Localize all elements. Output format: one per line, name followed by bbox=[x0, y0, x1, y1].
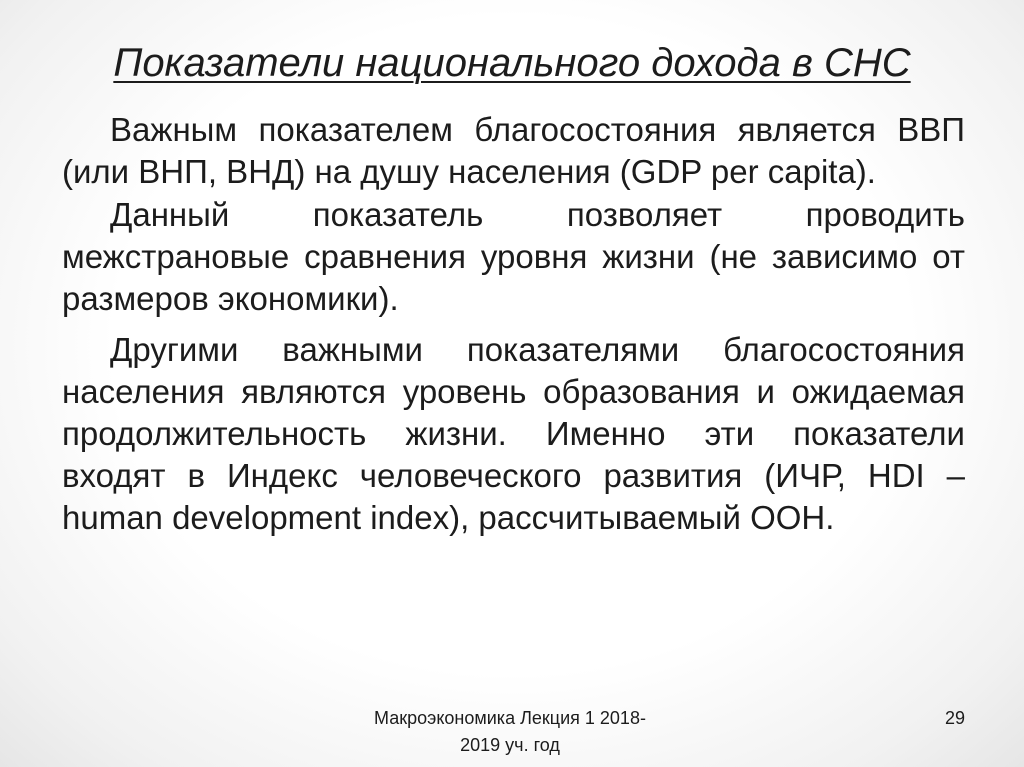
paragraph-line: населения являются уровень образования и ожидаемая bbox=[62, 373, 965, 410]
slide-footer bbox=[330, 705, 690, 759]
paragraph-line: Другими важными показателями благосостояния bbox=[110, 331, 965, 368]
footer-line: 2019 уч. год bbox=[460, 735, 560, 755]
page-number: 29 bbox=[944, 708, 966, 728]
paragraph-line: входят в Индекс человеческого развития (ИЧР, HDI – bbox=[62, 457, 965, 494]
paragraph-line: (или ВНП, ВНД) на душу населения (GDP per capita). bbox=[62, 153, 876, 190]
footer-line: Макроэкономика Лекция 1 2018- bbox=[374, 708, 646, 728]
paragraph-cross-country-comparison bbox=[62, 194, 965, 320]
paragraph-hdi bbox=[62, 329, 965, 539]
paragraph-gdp-per-capita bbox=[62, 109, 965, 193]
paragraph-line: размеров экономики). bbox=[62, 280, 399, 317]
paragraph-line: Важным показателем благосостояния является ВВП bbox=[110, 111, 965, 148]
paragraph-line: межстрановые сравнения уровня жизни (не зависимо от bbox=[62, 238, 965, 275]
slide-title: Показатели национального дохода в СНС bbox=[113, 41, 911, 85]
paragraph-line: human development index), рассчитываемый ООН. bbox=[62, 499, 835, 536]
paragraph-line: продолжительность жизни. Именно эти показатели bbox=[62, 415, 965, 452]
paragraph-line: Данный показатель позволяет проводить bbox=[110, 196, 965, 233]
